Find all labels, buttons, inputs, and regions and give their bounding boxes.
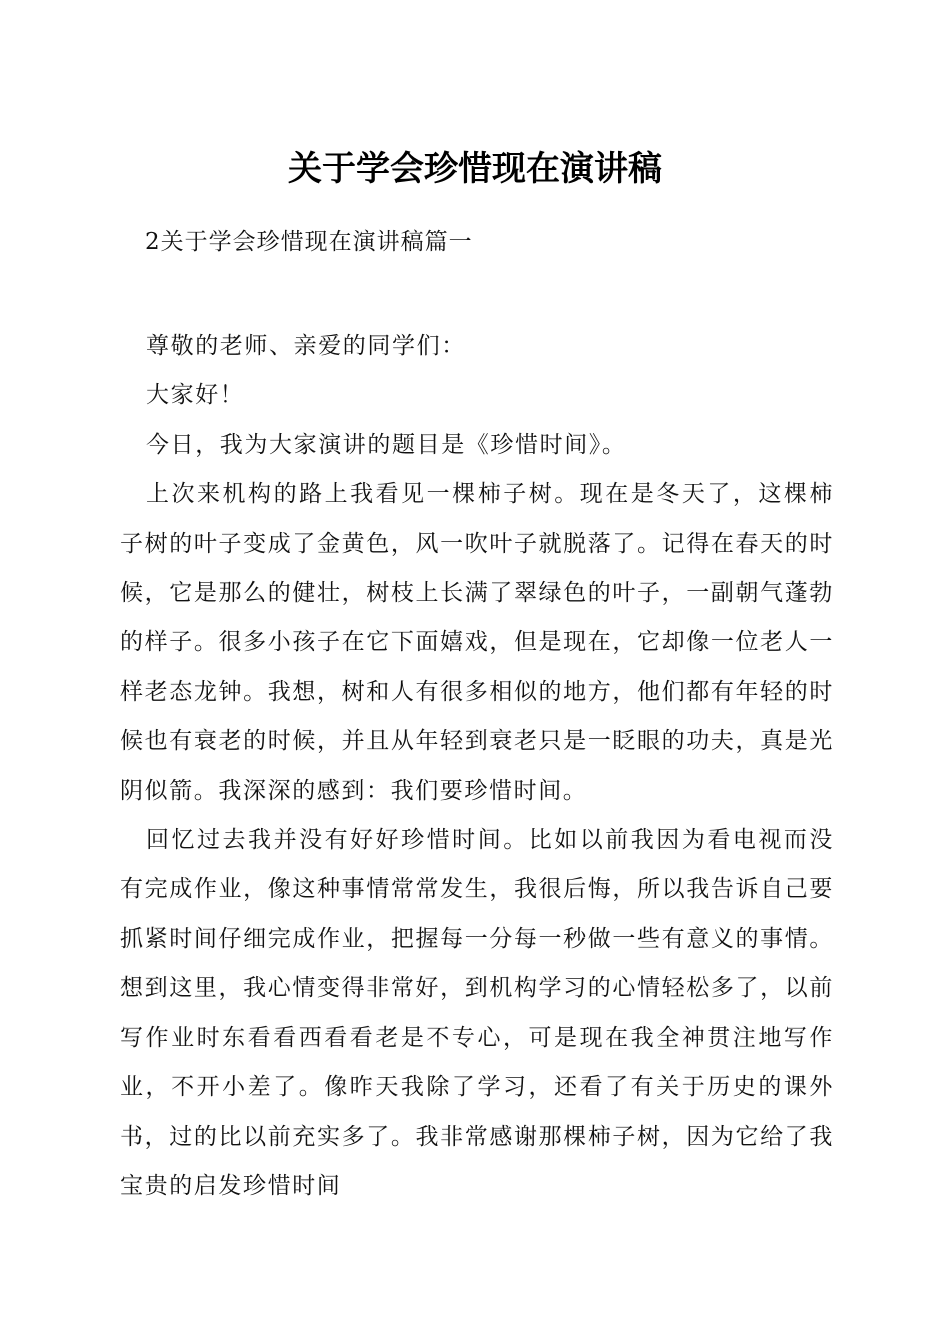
reflection-paragraph: 回忆过去我并没有好好珍惜时间。比如以前我因为看电视而没有完成作业，像这种事情常常发生，我很后悔，所以我告诉自己要抓紧时间仔细完成作业，把握每一分每一秒做一些有意义的事情。想到这里，我心情变得非常好，到机构学习的心情轻松多了，以前写作业时东看看西看看老是不专心，可是现在我全神贯注地写作业，不开小差了。像昨天我除了学习，还看了有关于历史的课外书，过的比以前充实多了。我非常感谢那棵柿子树，因为它给了我宝贵的启发珍惜时间	[120, 827, 834, 1199]
topic-paragraph: 今日，我为大家演讲的题目是《珍惜时间》。	[146, 431, 627, 458]
salutation-paragraph: 尊敬的老师、亲爱的同学们：	[146, 333, 466, 359]
greeting-paragraph: 大家好！	[146, 382, 245, 409]
document-subtitle: 2关于学会珍惜现在演讲稿篇一	[145, 229, 473, 255]
document-body	[120, 322, 834, 1211]
document-title: 关于学会珍惜现在演讲稿	[288, 149, 662, 189]
persimmon-tree-paragraph: 上次来机构的路上我看见一棵柿子树。现在是冬天了，这棵柿子树的叶子变成了金黄色，风一吹叶子就脱落了。记得在春天的时候，它是那么的健壮，树枝上长满了翠绿色的叶子，一副朝气蓬勃的样子。很多小孩子在它下面嬉戏，但是现在，它却像一位老人一样老态龙钟。我想，树和人有很多相似的地方，他们都有年轻的时候也有衰老的时候，并且从年轻到衰老只是一眨眼的功夫，真是光阴似箭。我深深的感到：我们要珍惜时间。	[120, 481, 834, 804]
